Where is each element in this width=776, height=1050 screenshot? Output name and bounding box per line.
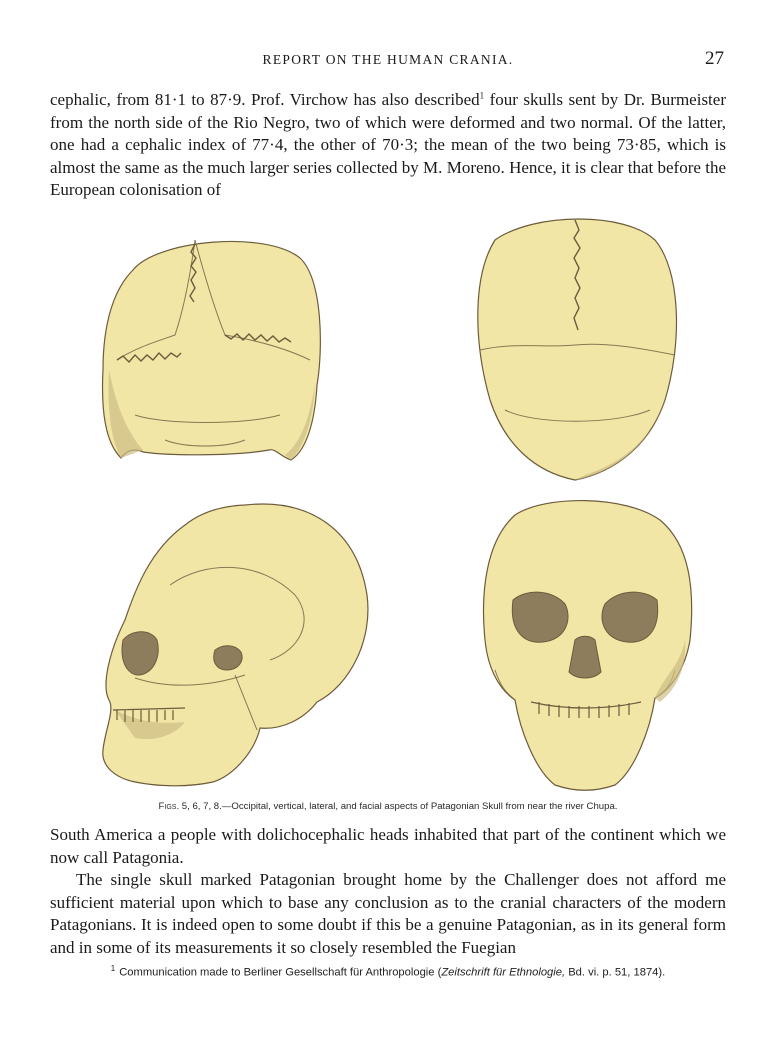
footnote-reference[interactable]: 1	[479, 90, 485, 101]
facial-aspect-skull-illustration	[484, 501, 692, 791]
vertical-aspect-skull-illustration	[478, 219, 677, 480]
page-number: 27	[705, 48, 724, 69]
paragraph-opening-text-a: cephalic, from 81·1 to 87·9. Prof. Virchow has also described	[50, 90, 480, 109]
footnote	[50, 964, 726, 979]
footnote-mark: 1	[110, 964, 116, 973]
skull-figure-plate	[95, 210, 705, 795]
paragraph-opening-text-b: four skulls sent by Dr. Burmeister from the north side of the Rio Negro, two of which were deformed and two normal. Of the latter, one had a cephalic index of 77·4, the other of 70·3; the mean of the two being 73·85, which is almost the same as the much larger series collected by M. Moreno. Hence, it is clear that before the European colonisation of	[50, 90, 726, 200]
footnote-journal: Zeitschrift für Ethnologie,	[441, 966, 566, 979]
running-head	[50, 48, 726, 72]
occipital-aspect-skull-illustration	[103, 240, 321, 460]
paragraph-challenger: The single skull marked Patagonian brought home by the Challenger does not afford me sufficient material upon which to base any conclusion as to the cranial characters of the modern Patagonians. It is indeed open to some doubt if this be a genuine Patagonian, as in its general form and in some of its measurements it so closely resembled the Fuegian	[50, 870, 726, 957]
figure-caption-text: —Occipital, vertical, lateral, and facial aspects of Patagonian Skull from near the river Chupa.	[221, 801, 618, 812]
footnote-text-b: Bd. vi. p. 51, 1874).	[565, 966, 666, 979]
figure-caption	[50, 801, 726, 812]
running-title: REPORT ON THE HUMAN CRANIA.	[262, 52, 514, 67]
lateral-aspect-skull-illustration	[103, 504, 368, 786]
figure-caption-label: Figs. 5, 6, 7, 8.	[158, 801, 222, 812]
footnote-text-a: Communication made to Berliner Gesellschaft für Anthropologie (	[119, 966, 442, 979]
paragraph-continuation: South America a people with dolichocephalic heads inhabited that part of the continent which we now call Patagonia.	[50, 825, 726, 867]
paragraph-opening	[50, 89, 726, 202]
